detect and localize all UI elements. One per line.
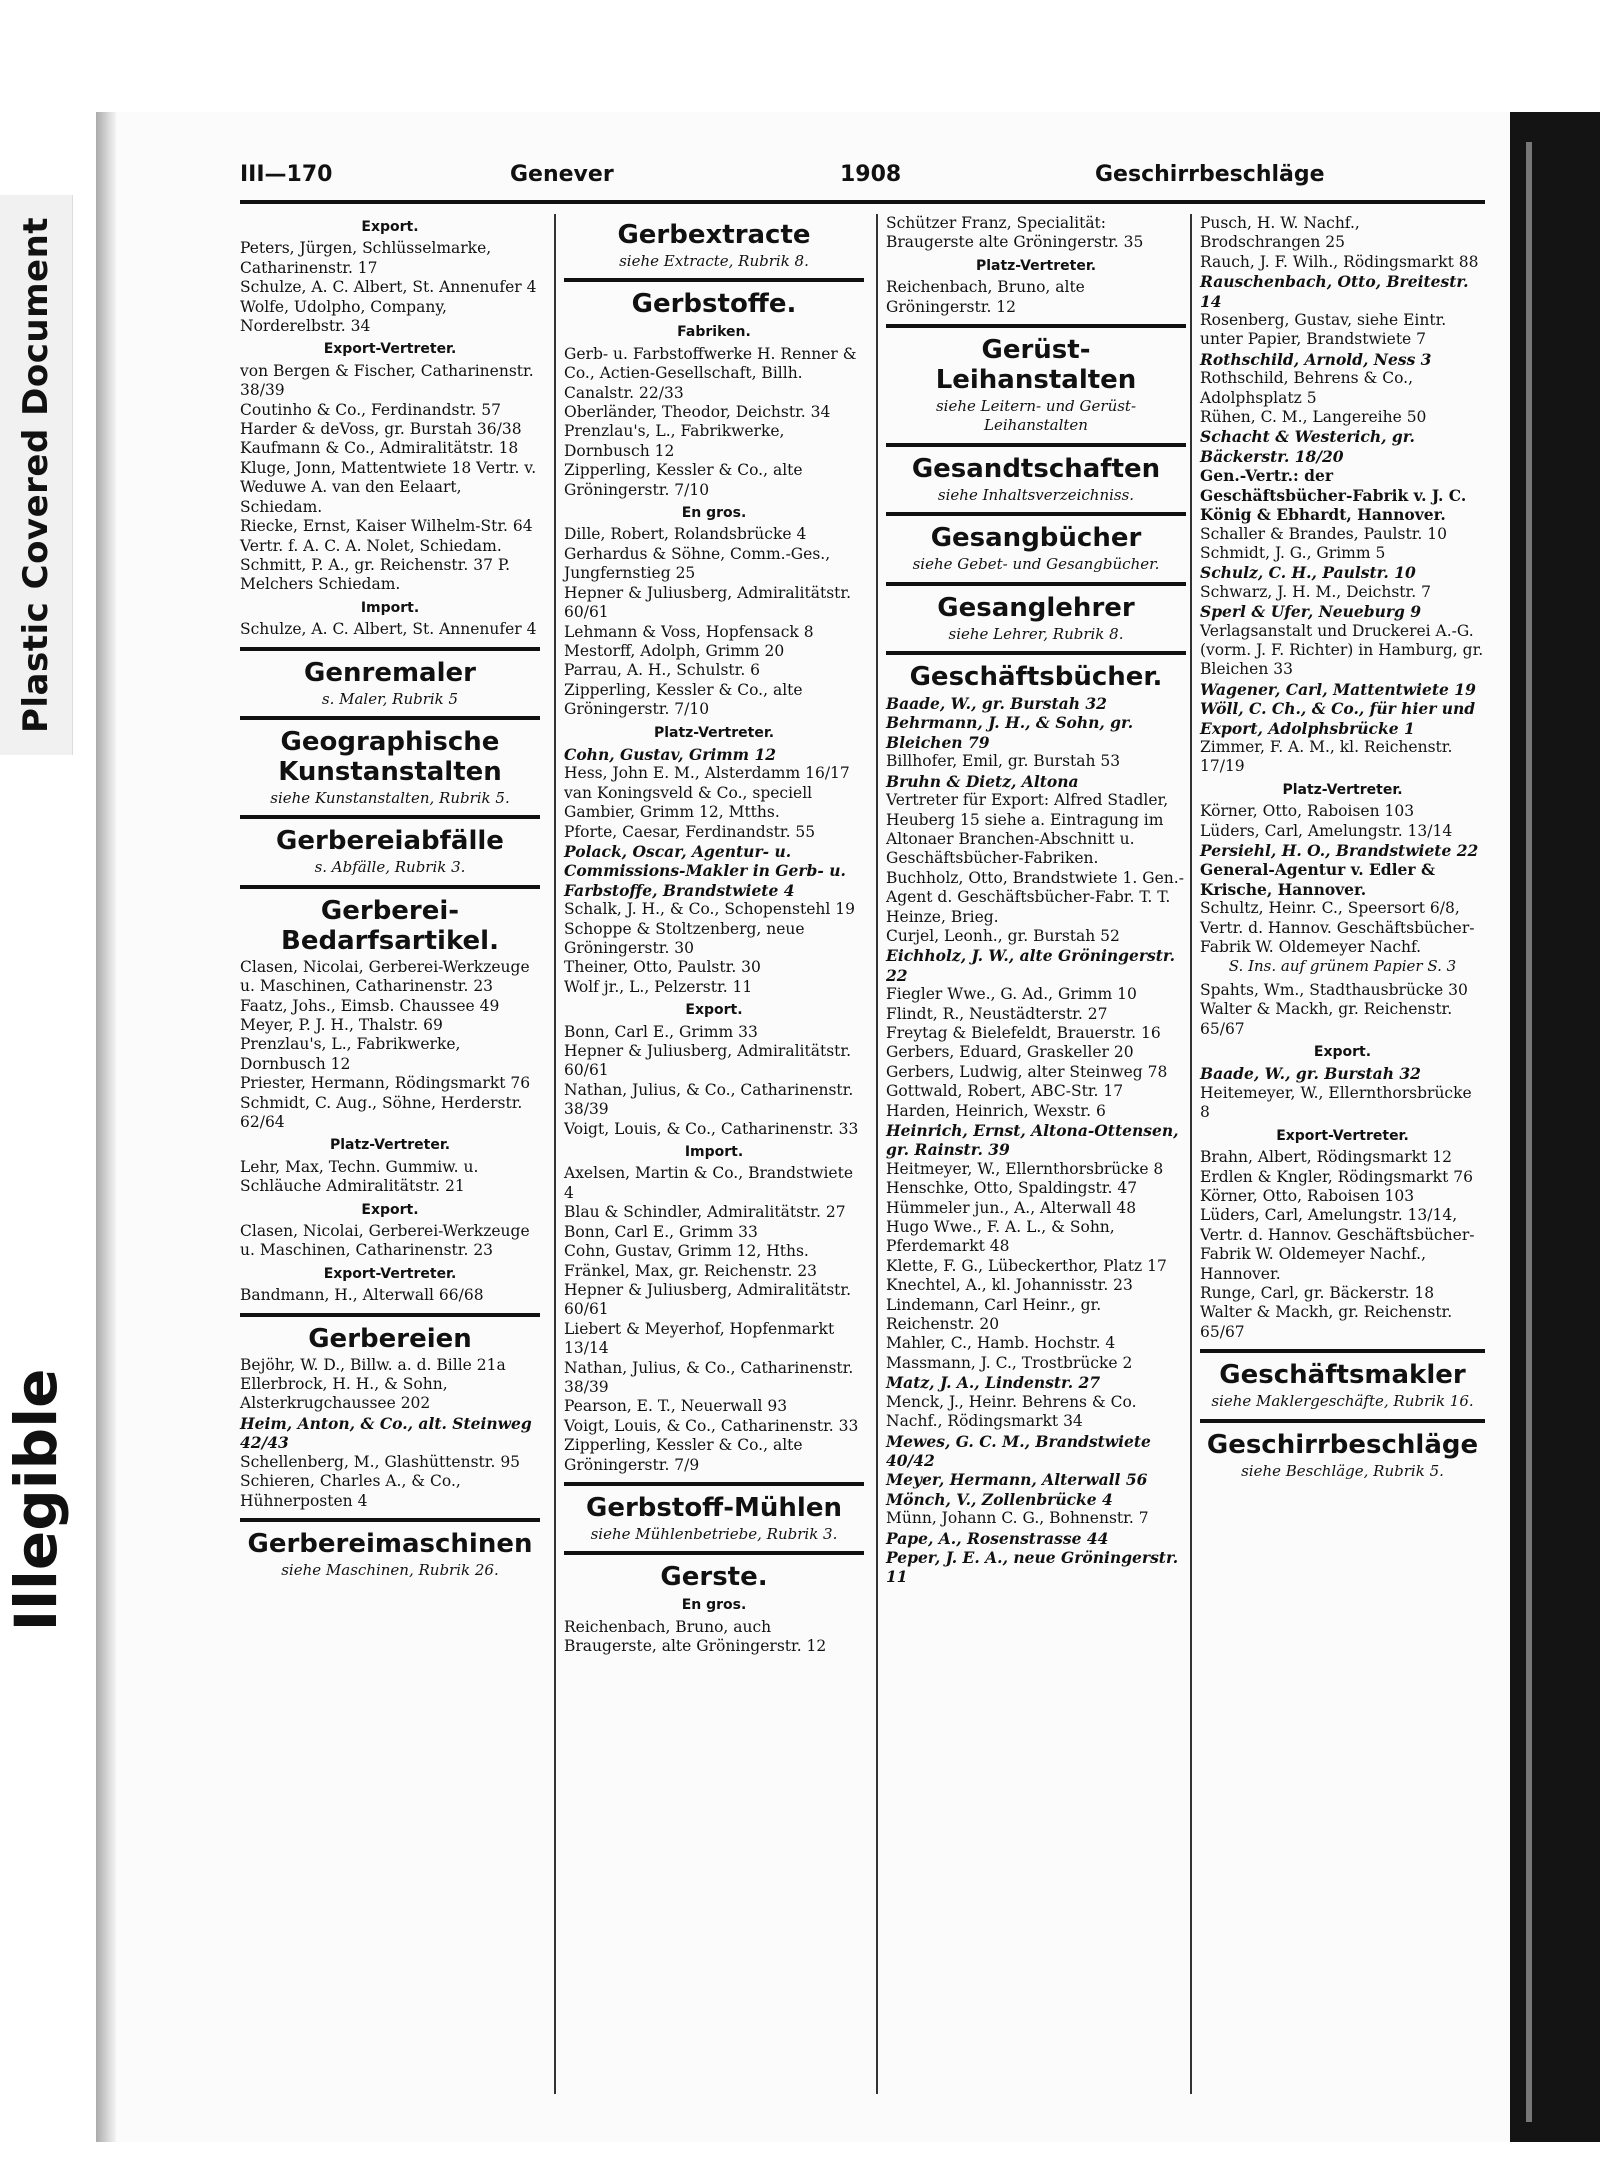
section-reference: siehe Inhaltsverzeichniss. (937, 485, 1135, 504)
directory-entry-highlighted: Sperl & Ufer, Neueburg 9 (1200, 602, 1422, 622)
section-reference: siehe Maschinen, Rubrik 26. (281, 1560, 499, 1579)
directory-entry: Schoppe & Stoltzenberg, neue Gröningerstr. 30 (564, 919, 805, 957)
section-reference: s. Maler, Rubrik 5 (321, 689, 459, 708)
plastic-cover-text: Plastic Covered Document (16, 216, 56, 734)
directory-entry: Bejöhr, W. D., Billw. a. d. Bille 21a (240, 1355, 506, 1374)
directory-entry: Liebert & Meyerhof, Hopfenmarkt 13/14 (564, 1319, 835, 1358)
directory-entry: Wolf jr., L., Pelzerstr. 11 (564, 977, 753, 996)
directory-entry-highlighted: Behrmann, J. H., & Sohn, gr. Bleichen 79 (886, 713, 1134, 752)
directory-entry: Curjel, Leonh., gr. Burstah 52 (886, 926, 1120, 945)
directory-entry: Reichenbach, Bruno, alte Gröningerstr. 12 (886, 278, 1085, 316)
section-rule (886, 324, 1186, 328)
directory-entry: Oberländer, Theodor, Deichstr. 34 (564, 403, 831, 422)
directory-entry: Fränkel, Max, gr. Reichenstr. 23 (564, 1261, 818, 1280)
subsection-heading: Export-Vertreter. (1276, 1127, 1409, 1144)
section-reference: siehe Gebet- und Gesangbücher. (912, 555, 1160, 574)
section-title: Gesandtschaften (911, 453, 1161, 484)
column-divider-3 (1190, 214, 1192, 2094)
section-rule (886, 582, 1186, 586)
directory-entry: Schultz, Heinr. C., Speersort 6/8, Vertr. d. Hannov. Geschäftsbücher-Fabrik W. Oldemeyer Nachf. (1200, 899, 1475, 957)
section-rule (240, 1518, 540, 1522)
directory-entry-highlighted: Peper, J. E. A., neue Gröningerstr. 11 (886, 1547, 1179, 1587)
directory-entry: Körner, Otto, Raboisen 103 (1200, 1186, 1415, 1205)
section-title: Gerbereien (308, 1323, 472, 1354)
header-right-word: Geschirrbeschläge (1095, 162, 1325, 187)
section-rule (886, 512, 1186, 516)
column-3 (886, 214, 1186, 1587)
directory-entry: Rosenberg, Gustav, siehe Eintr. unter Papier, Brandstwiete 7 (1200, 311, 1447, 349)
directory-entry: Walter & Mackh, gr. Reichenstr. 65/67 (1200, 1303, 1453, 1341)
directory-entry: Pusch, H. W. Nachf., Brodschrangen 25 (1200, 214, 1360, 252)
directory-entry: Lindemann, Carl Heinr., gr. Reichenstr. 20 (886, 1295, 1102, 1334)
directory-entry-highlighted: Meyer, Hermann, Alterwall 56 (886, 1470, 1148, 1490)
directory-entry: Klette, F. G., Lübeckerthor, Platz 17 (886, 1256, 1167, 1275)
directory-entry: Hepner & Juliusberg, Admiralitätstr. 60/61 (564, 583, 852, 622)
section-reference: siehe Extracte, Rubrik 8. (619, 252, 809, 270)
directory-entry: Kluge, Jonn, Mattentwiete 18 Vertr. v. Weduwe A. van den Eelaart, Schiedam. (240, 458, 537, 516)
header-rule (240, 200, 1485, 204)
section-title: Geschäftsmakler (1219, 1360, 1466, 1391)
directory-entry-highlighted: Heinrich, Ernst, Altona-Ottensen, gr. Rainstr. 39 (886, 1121, 1179, 1160)
directory-entry: Gerbers, Eduard, Graskeller 20 (886, 1043, 1134, 1062)
directory-entry: Prenzlau's, L., Fabrikwerke, Dornbusch 12 (564, 422, 785, 460)
directory-entry: Harden, Heinrich, Wexstr. 6 (886, 1101, 1106, 1120)
header-left-word: Genever (510, 162, 614, 187)
directory-entry: Heitmeyer, W., Ellernthorsbrücke 8 (886, 1159, 1164, 1178)
directory-entry: Billhofer, Emil, gr. Burstah 53 (886, 752, 1121, 771)
directory-entry: Schmidt, C. Aug., Söhne, Herderstr. 62/64 (240, 1093, 523, 1131)
section-rule (240, 647, 540, 651)
directory-entry: Bandmann, H., Alterwall 66/68 (240, 1286, 484, 1305)
directory-entry: Brahn, Albert, Rödingsmarkt 12 (1200, 1148, 1452, 1167)
section-reference: siehe Mühlenbetriebe, Rubrik 3. (590, 1524, 838, 1543)
directory-entry: Lehmann & Voss, Hopfensack 8 (564, 622, 814, 641)
directory-entry: Gottwald, Robert, ABC-Str. 17 (886, 1082, 1124, 1101)
subsection-heading: Platz-Vertreter. (329, 1137, 451, 1154)
directory-entry: Peters, Jürgen, Schlüsselmarke, Catharinenstr. 17 (240, 239, 492, 277)
directory-entry: Buchholz, Otto, Brandstwiete 1. Gen.-Agent d. Geschäftsbücher-Fabr. T. T. Heinze, Brieg. (886, 868, 1184, 926)
directory-entry: Priester, Hermann, Rödingsmarkt 76 (240, 1074, 531, 1093)
directory-entry-highlighted: Schulz, C. H., Paulstr. 10 (1200, 563, 1416, 583)
directory-entry: Gerhardus & Söhne, Comm.-Ges., Jungfernstieg 25 (564, 544, 831, 583)
section-title: Gerbextracte (617, 220, 811, 250)
directory-entry: van Koningsveld & Co., speciell Gambier, Grimm 12, Mtths. (564, 783, 813, 822)
directory-entry: Clasen, Nicolai, Gerberei-Werkzeuge u. Maschinen, Catharinenstr. 23 (240, 1222, 530, 1260)
directory-entry: Lüders, Carl, Amelungstr. 13/14 (1200, 821, 1453, 840)
directory-entry-highlighted: Baade, W., gr. Burstah 32 (1200, 1064, 1421, 1084)
directory-entry: Clasen, Nicolai, Gerberei-Werkzeuge u. Maschinen, Catharinenstr. 23 (240, 957, 530, 996)
column-2 (564, 214, 864, 1657)
subsection-heading: Import. (684, 1144, 744, 1161)
header-year: 1908 (840, 162, 902, 187)
directory-entry: Körner, Otto, Raboisen 103 (1200, 802, 1415, 821)
section-rule (564, 1551, 864, 1555)
directory-entry: Schieren, Charles A., & Co., Hühnerposten 4 (240, 1472, 461, 1510)
directory-entry: Menck, J., Heinr. Behrens & Co. Nachf., Rödingsmarkt 34 (886, 1392, 1137, 1431)
directory-entry: Wolfe, Udolpho, Company, Norderelbstr. 34 (240, 297, 447, 336)
agency-note: General-Agentur v. Edler & Krische, Hannover. (1200, 860, 1435, 899)
directory-entry: Dille, Robert, Rolandsbrücke 4 (564, 525, 807, 544)
directory-entry-highlighted: Wöll, C. Ch., & Co., für hier und Export, Adolphsbrücke 1 (1200, 699, 1476, 738)
section-rule (240, 716, 540, 720)
subsection-heading: En gros. (681, 1597, 747, 1614)
directory-entry: Reichenbach, Bruno, auch Braugerste, alte Gröningerstr. 12 (564, 1617, 827, 1656)
section-reference: S. Ins. auf grünem Papier S. 3 (1228, 957, 1457, 976)
subsection-heading: Export. (361, 1201, 419, 1218)
subsection-heading: Export. (361, 219, 419, 235)
directory-entry-highlighted: Matz, J. A., Lindenstr. 27 (886, 1373, 1101, 1393)
directory-entry: Schulze, A. C. Albert, St. Annenufer 4 (240, 278, 537, 297)
directory-entry: Schalk, J. H., & Co., Schopenstehl 19 (564, 900, 855, 919)
directory-entry: Pforte, Caesar, Ferdinandstr. 55 (564, 822, 816, 841)
directory-entry-highlighted: Eichholz, J. W., alte Gröningerstr. 22 (886, 946, 1176, 985)
section-title: Gerste. (660, 1562, 768, 1593)
directory-entry: Zimmer, F. A. M., kl. Reichenstr. 17/19 (1200, 737, 1453, 776)
directory-entry-highlighted: Heim, Anton, & Co., alt. Steinweg 42/43 (240, 1413, 532, 1453)
section-reference: siehe Kunstanstalten, Rubrik 5. (270, 788, 510, 807)
directory-entry: Hümmeler jun., A., Alterwall 48 (886, 1198, 1137, 1217)
directory-entry: Coutinho & Co., Ferdinandstr. 57 (240, 400, 501, 419)
section-title: Gerbereiabfälle (276, 826, 504, 857)
subsection-heading: Platz-Vertreter. (653, 724, 775, 741)
directory-entry: Fiegler Wwe., G. Ad., Grimm 10 (886, 985, 1137, 1004)
subsection-heading: En gros. (681, 505, 747, 522)
directory-page (240, 150, 1485, 2110)
directory-entry: Bonn, Carl E., Grimm 33 (564, 1022, 758, 1041)
column-1 (240, 214, 540, 1584)
directory-entry: Bonn, Carl E., Grimm 33 (564, 1222, 758, 1241)
directory-entry: Runge, Carl, gr. Bäckerstr. 18 (1200, 1283, 1435, 1302)
directory-entry-highlighted: Baade, W., gr. Burstah 32 (886, 694, 1107, 714)
directory-entry-highlighted: Mewes, G. C. M., Brandstwiete 40/42 (886, 1431, 1151, 1470)
subsection-heading: Platz-Vertreter. (975, 257, 1097, 274)
directory-entry-highlighted: Wagener, Carl, Mattentwiete 19 (1200, 679, 1476, 699)
directory-entry: Hepner & Juliusberg, Admiralitätstr. 60/61 (564, 1042, 852, 1080)
directory-entry: Schmitt, P. A., gr. Reichenstr. 37 P. Melchers Schiedam. (240, 555, 511, 594)
subsection-heading: Export-Vertreter. (323, 1265, 457, 1282)
book-edge (1510, 112, 1600, 2142)
directory-entry: Vertreter für Export: Alfred Stadler, Heuberg 15 siehe a. Eintragung im Altonaer Branchen-Abschnitt u. Geschäftsbücher-Fabriken. (886, 791, 1169, 868)
directory-entry-highlighted: Mönch, V., Zollenbrücke 4 (886, 1489, 1113, 1509)
directory-entry: Erdlen & Kngler, Rödingsmarkt 76 (1200, 1167, 1473, 1186)
illegible-label (0, 1350, 72, 1650)
directory-entry: Schützer Franz, Specialität: Braugerste alte Gröningerstr. 35 (886, 214, 1144, 252)
directory-entry: Cohn, Gustav, Grimm 12, Hths. (564, 1242, 809, 1261)
directory-entry: Spahts, Wm., Stadthausbrücke 30 (1200, 980, 1468, 999)
directory-entry: Schellenberg, M., Glashüttenstr. 95 (240, 1452, 521, 1471)
directory-entry: Faatz, Johs., Eimsb. Chaussee 49 (240, 996, 500, 1015)
subsection-heading: Platz-Vertreter. (1282, 781, 1403, 798)
directory-entry: Freytag & Bielefeldt, Brauerstr. 16 (886, 1023, 1161, 1042)
section-title: Gesangbücher (930, 523, 1142, 554)
directory-entry: Pearson, E. T., Neuerwall 93 (564, 1397, 788, 1416)
subsection-heading: Export. (1313, 1044, 1372, 1061)
directory-entry: Riecke, Ernst, Kaiser Wilhelm-Str. 64 Vertr. f. A. C. A. Nolet, Schiedam. (240, 517, 533, 555)
section-rule (886, 651, 1186, 655)
directory-entry-highlighted: Pape, A., Rosenstrasse 44 (886, 1528, 1109, 1548)
illegible-text: Illegible (2, 1368, 70, 1632)
directory-entry-highlighted: Cohn, Gustav, Grimm 12 (564, 744, 777, 764)
section-title: Gerbstoff-Mühlen (586, 1492, 842, 1523)
section-reference: siehe Beschläge, Rubrik 5. (1241, 1461, 1444, 1480)
section-title: Geographische Kunstanstalten (278, 726, 502, 787)
section-reference: s. Abfälle, Rubrik 3. (314, 858, 466, 877)
section-rule (886, 443, 1186, 447)
directory-entry: Theiner, Otto, Paulstr. 30 (564, 958, 761, 977)
directory-entry-highlighted: Rothschild, Arnold, Ness 3 (1200, 349, 1432, 369)
directory-entry: Ellerbrock, H. H., & Sohn, Alsterkrugchaussee 202 (240, 1375, 448, 1413)
page-header (240, 162, 1485, 194)
subsection-heading: Export. (685, 1002, 743, 1019)
directory-entry: Henschke, Otto, Spaldingstr. 47 (886, 1179, 1138, 1198)
directory-entry: Walter & Mackh, gr. Reichenstr. 65/67 (1200, 1000, 1453, 1038)
directory-entry: Mahler, C., Hamb. Hochstr. 4 (886, 1334, 1116, 1353)
directory-entry: Rühen, C. M., Langereihe 50 (1200, 408, 1427, 427)
page-spine (96, 112, 116, 2142)
directory-entry: Gerbers, Ludwig, alter Steinweg 78 (886, 1062, 1168, 1081)
section-reference: siehe Leitern- und Gerüst-Leihanstalten (935, 397, 1137, 435)
directory-entry: von Bergen & Fischer, Catharinenstr. 38/39 (240, 361, 534, 400)
directory-entry: Blau & Schindler, Admiralitätstr. 27 (564, 1203, 846, 1222)
section-title: Geschäftsbücher. (909, 662, 1163, 693)
directory-entry: Zipperling, Kessler & Co., alte Gröningerstr. 7/10 (564, 680, 803, 719)
section-reference: siehe Lehrer, Rubrik 8. (948, 624, 1124, 643)
directory-entry: Voigt, Louis, & Co., Catharinenstr. 33 (564, 1416, 859, 1435)
section-rule (1200, 1349, 1485, 1353)
subsection-heading: Export-Vertreter. (323, 341, 457, 358)
directory-entry: Harder & deVoss, gr. Burstah 36/38 (240, 420, 522, 439)
directory-entry: Verlagsanstalt und Druckerei A.-G. (vorm. J. F. Richter) in Hamburg, gr. Bleichen 33 (1200, 621, 1484, 679)
directory-entry: Voigt, Louis, & Co., Catharinenstr. 33 (564, 1119, 859, 1138)
directory-entry: Knechtel, A., kl. Johannisstr. 23 (886, 1276, 1133, 1295)
directory-entry: Hugo Wwe., F. A. L., & Sohn, Pferdemarkt 48 (886, 1218, 1115, 1256)
column-divider-1 (554, 214, 556, 2094)
column-4 (1200, 214, 1485, 1485)
section-title: Gerbereimaschinen (247, 1528, 533, 1559)
subsection-heading: Import. (360, 599, 420, 616)
directory-entry: Heitemeyer, W., Ellernthorsbrücke 8 (1200, 1083, 1472, 1122)
section-rule (240, 1313, 540, 1317)
directory-entry-highlighted: Schacht & Westerich, gr. Bäckerstr. 18/20 (1200, 427, 1415, 466)
section-rule (1200, 1419, 1485, 1423)
directory-entry-highlighted: Bruhn & Dietz, Altona (886, 771, 1079, 791)
directory-entry: Schaller & Brandes, Paulstr. 10 (1200, 524, 1447, 543)
section-title: Gesanglehrer (937, 592, 1135, 623)
section-reference: siehe Maklergeschäfte, Rubrik 16. (1211, 1392, 1474, 1411)
directory-entry: Flindt, R., Neustädterstr. 27 (886, 1004, 1108, 1023)
directory-entry: Nathan, Julius, & Co., Catharinenstr. 38/39 (564, 1358, 854, 1396)
directory-entry: Mestorff, Adolph, Grimm 20 (564, 641, 785, 660)
section-title: Genremaler (304, 657, 476, 688)
directory-entry: Massmann, J. C., Trostbrücke 2 (886, 1353, 1133, 1372)
directory-entry-highlighted: Polack, Oscar, Agentur- u. Commissions-Makler in Gerb- u. Farbstoffe, Brandstwiete 4 (564, 841, 846, 900)
page-number: III—170 (240, 162, 333, 187)
directory-entry-highlighted: Persiehl, H. O., Brandstwiete 22 (1200, 841, 1479, 860)
section-rule (240, 885, 540, 889)
directory-entry: Rothschild, Behrens & Co., Adolphsplatz 5 (1200, 369, 1414, 407)
section-title: Gerberei-Bedarfsartikel. (281, 895, 499, 956)
section-rule (564, 278, 864, 282)
agency-note: Gen.-Vertr.: der Geschäftsbücher-Fabrik v. J. C. König & Ebhardt, Hannover. (1200, 466, 1467, 525)
directory-entry: Lehr, Max, Techn. Gummiw. u. Schläuche Admiralitätstr. 21 (240, 1157, 479, 1196)
directory-entry: Axelsen, Martin & Co., Brandstwiete 4 (564, 1164, 853, 1202)
section-title: Gerüst-Leihanstalten (935, 335, 1137, 396)
directory-entry: Rauch, J. F. Wilh., Rödingsmarkt 88 (1200, 252, 1479, 271)
directory-entry: Schulze, A. C. Albert, St. Annenufer 4 (240, 620, 537, 639)
directory-entry: Schwarz, J. H. M., Deichstr. 7 (1200, 582, 1431, 601)
directory-entry: Schmidt, J. G., Grimm 5 (1200, 543, 1386, 562)
directory-entry: Nathan, Julius, & Co., Catharinenstr. 38/39 (564, 1080, 854, 1119)
directory-entry-highlighted: Rauschenbach, Otto, Breitestr. 14 (1200, 272, 1469, 311)
directory-entry: Hepner & Juliusberg, Admiralitätstr. 60/61 (564, 1280, 852, 1319)
section-title: Geschirrbeschläge (1206, 1429, 1479, 1460)
section-title: Gerbstoffe. (631, 289, 797, 320)
column-divider-2 (876, 214, 878, 2094)
directory-entry: Hess, John E. M., Alsterdamm 16/17 (564, 764, 850, 783)
section-rule (564, 1482, 864, 1486)
directory-entry: Kaufmann & Co., Admiralitätstr. 18 (240, 439, 519, 458)
section-rule (240, 815, 540, 819)
directory-entry: Parrau, A. H., Schulstr. 6 (564, 661, 761, 680)
directory-entry: Gerb- u. Farbstoffwerke H. Renner & Co., Actien-Gesellschaft, Billh. Canalstr. 22/33 (564, 344, 857, 402)
directory-entry: Zipperling, Kessler & Co., alte Gröningerstr. 7/9 (564, 1436, 803, 1474)
directory-entry: Münn, Johann C. G., Bohnenstr. 7 (886, 1509, 1149, 1528)
plastic-cover-label (0, 195, 73, 755)
directory-entry: Prenzlau's, L., Fabrikwerke, Dornbusch 12 (240, 1035, 461, 1073)
directory-entry: Zipperling, Kessler & Co., alte Gröningerstr. 7/10 (564, 461, 803, 499)
directory-entry: Meyer, P. J. H., Thalstr. 69 (240, 1015, 443, 1034)
subsection-heading: Fabriken. (677, 324, 751, 341)
directory-entry: Lüders, Carl, Amelungstr. 13/14, Vertr. d. Hannov. Geschäftsbücher-Fabrik W. Oldemeyer Nachf., Hannover. (1200, 1206, 1475, 1283)
